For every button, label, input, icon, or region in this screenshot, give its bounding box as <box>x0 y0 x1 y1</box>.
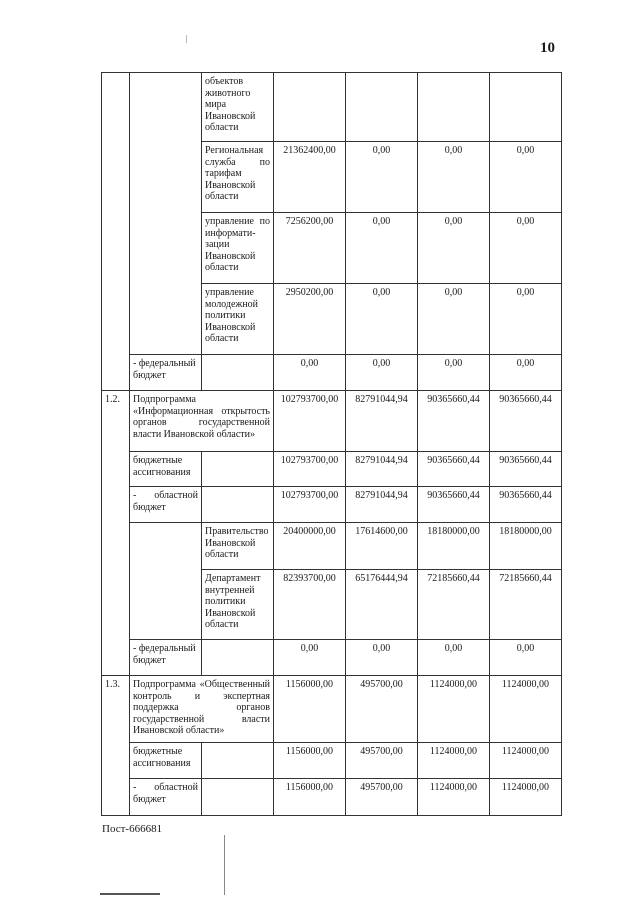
value-cell: 102793700,00 <box>274 391 346 452</box>
source-label: - федеральный бюджет <box>130 640 202 676</box>
program-number: 1.2. <box>102 391 130 676</box>
value-cell: 1124000,00 <box>418 743 490 779</box>
value-cell: 0,00 <box>490 355 562 391</box>
program-title: Подпрограмма «Информационная открытость органов государственной власти Ивановской области» <box>130 391 274 452</box>
value-cell: 18180000,00 <box>490 523 562 570</box>
scan-artifact-line <box>186 35 187 43</box>
table-row <box>102 391 562 452</box>
value-cell: 18180000,00 <box>418 523 490 570</box>
value-cell: 72185660,44 <box>418 570 490 640</box>
value-cell <box>274 73 346 142</box>
table-row <box>102 487 562 523</box>
table-row <box>102 73 562 142</box>
org-cell: управление молодежной политики Ивановской области <box>202 284 274 355</box>
value-cell: 0,00 <box>346 142 418 213</box>
value-cell: 17614600,00 <box>346 523 418 570</box>
value-cell: 90365660,44 <box>490 487 562 523</box>
value-cell: 2950200,00 <box>274 284 346 355</box>
value-cell: 1156000,00 <box>274 779 346 816</box>
value-cell: 72185660,44 <box>490 570 562 640</box>
value-cell: 495700,00 <box>346 779 418 816</box>
org-cell: объектов животного мира Ивановской области <box>202 73 274 142</box>
value-cell: 21362400,00 <box>274 142 346 213</box>
source-label: - федеральный бюджет <box>130 355 202 391</box>
value-cell: 1156000,00 <box>274 676 346 743</box>
value-cell: 1156000,00 <box>274 743 346 779</box>
table-row <box>102 452 562 487</box>
value-cell: 495700,00 <box>346 676 418 743</box>
value-cell: 0,00 <box>274 640 346 676</box>
value-cell: 102793700,00 <box>274 487 346 523</box>
value-cell: 1124000,00 <box>418 676 490 743</box>
budget-table <box>101 72 562 816</box>
value-cell: 90365660,44 <box>418 452 490 487</box>
source-label: бюджетные ассигнования <box>130 452 202 487</box>
value-cell: 0,00 <box>346 640 418 676</box>
value-cell: 1124000,00 <box>418 779 490 816</box>
value-cell: 0,00 <box>418 355 490 391</box>
org-cell <box>202 743 274 779</box>
value-cell: 0,00 <box>346 213 418 284</box>
program-title: Подпрограмма «Общественный контроль и экспертная поддержка органов государственной власти Ивановской области» <box>130 676 274 743</box>
value-cell: 90365660,44 <box>490 391 562 452</box>
value-cell: 90365660,44 <box>418 487 490 523</box>
program-number: 1.3. <box>102 676 130 816</box>
page-number: 10 <box>540 40 555 56</box>
value-cell: 1124000,00 <box>490 743 562 779</box>
table-row <box>102 640 562 676</box>
org-cell <box>202 779 274 816</box>
scan-artifact-line <box>100 893 160 895</box>
source-label: - областной бюджет <box>130 779 202 816</box>
value-cell: 0,00 <box>490 640 562 676</box>
org-cell <box>202 355 274 391</box>
value-cell: 0,00 <box>418 640 490 676</box>
document-footer: Пост-666681 <box>102 823 163 835</box>
scan-artifact-line <box>224 835 225 895</box>
value-cell: 82393700,00 <box>274 570 346 640</box>
value-cell: 0,00 <box>418 284 490 355</box>
table-row <box>102 676 562 743</box>
table-row <box>102 743 562 779</box>
org-cell <box>202 452 274 487</box>
label-cell <box>130 73 202 355</box>
value-cell: 0,00 <box>346 284 418 355</box>
value-cell: 90365660,44 <box>418 391 490 452</box>
value-cell: 0,00 <box>418 213 490 284</box>
source-label: - областной бюджет <box>130 487 202 523</box>
value-cell: 7256200,00 <box>274 213 346 284</box>
value-cell: 102793700,00 <box>274 452 346 487</box>
value-cell: 82791044,94 <box>346 487 418 523</box>
value-cell <box>490 73 562 142</box>
org-cell: Правительство Ивановской области <box>202 523 274 570</box>
value-cell: 0,00 <box>346 355 418 391</box>
org-cell: Департамент внутренней политики Ивановской области <box>202 570 274 640</box>
table-row <box>102 523 562 570</box>
value-cell: 495700,00 <box>346 743 418 779</box>
value-cell: 82791044,94 <box>346 391 418 452</box>
org-cell: управление по информати-зации Ивановской области <box>202 213 274 284</box>
org-cell <box>202 640 274 676</box>
org-cell: Региональная служба по тарифам Ивановской области <box>202 142 274 213</box>
num-cell <box>102 73 130 391</box>
org-cell <box>202 487 274 523</box>
table-row <box>102 779 562 816</box>
value-cell: 0,00 <box>490 213 562 284</box>
source-label: бюджетные ассигнования <box>130 743 202 779</box>
value-cell <box>418 73 490 142</box>
value-cell: 0,00 <box>490 142 562 213</box>
value-cell: 0,00 <box>490 284 562 355</box>
table-row <box>102 355 562 391</box>
value-cell: 20400000,00 <box>274 523 346 570</box>
value-cell: 65176444,94 <box>346 570 418 640</box>
value-cell: 1124000,00 <box>490 676 562 743</box>
value-cell <box>346 73 418 142</box>
value-cell: 90365660,44 <box>490 452 562 487</box>
value-cell: 0,00 <box>274 355 346 391</box>
value-cell: 1124000,00 <box>490 779 562 816</box>
value-cell: 0,00 <box>418 142 490 213</box>
value-cell: 82791044,94 <box>346 452 418 487</box>
label-cell <box>130 523 202 640</box>
